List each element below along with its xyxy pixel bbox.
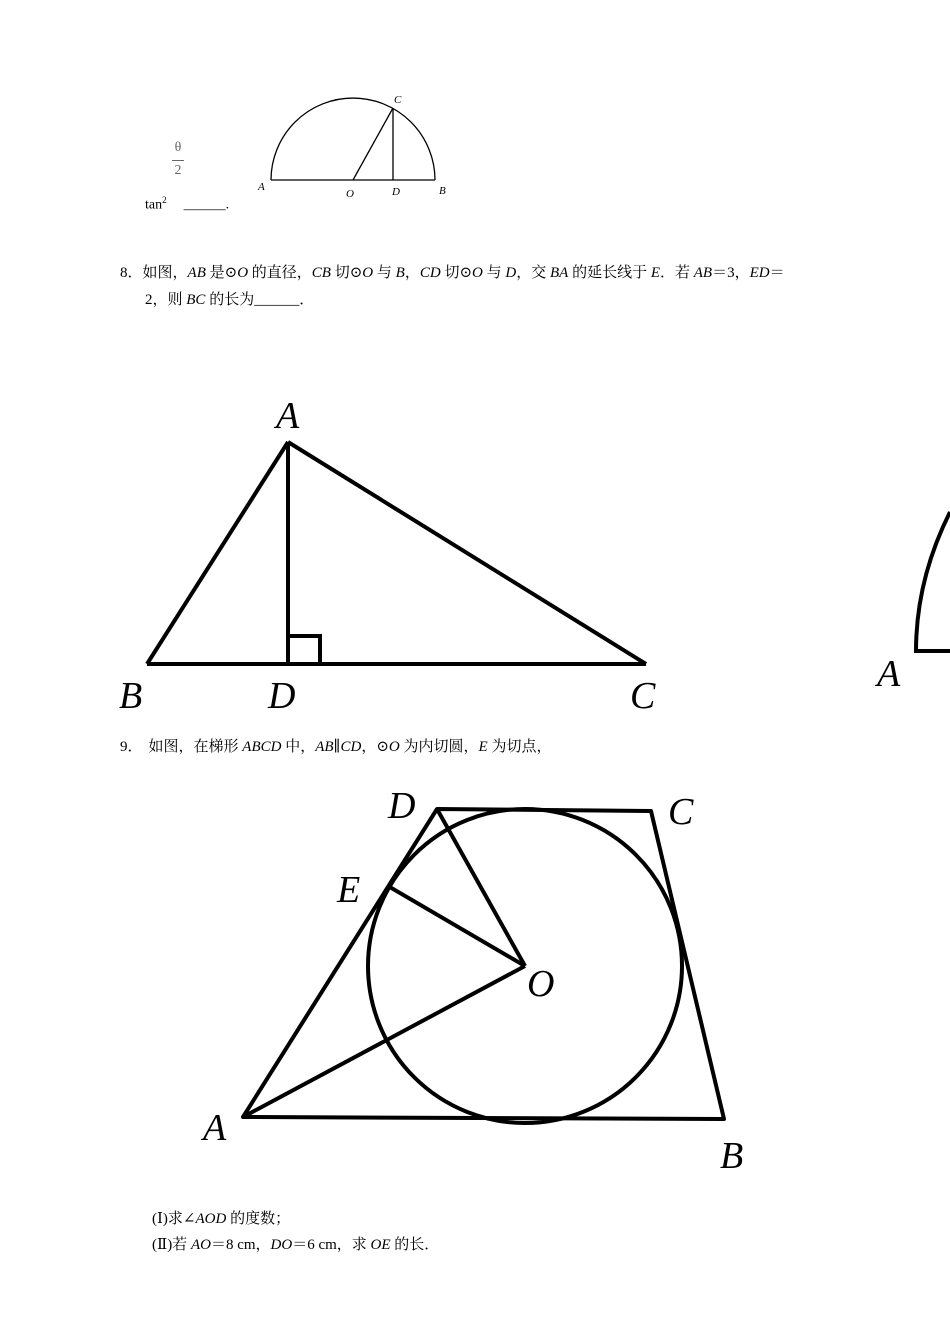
text-segment: CD: [340, 739, 362, 755]
text-segment: ，交: [516, 265, 550, 281]
q9-label-b: B: [720, 1135, 744, 1177]
q9-part2: [152, 1232, 439, 1258]
text-segment: 是⊙: [205, 265, 238, 281]
q8-label-a: A: [276, 395, 300, 437]
text-segment: ＝3，: [712, 265, 750, 281]
q9-label-d: D: [388, 785, 416, 827]
theta-denominator: 2: [174, 163, 182, 178]
text-segment: E: [478, 739, 488, 755]
text-segment: 的直径，: [248, 265, 312, 281]
text-segment: 如图，在梯形: [148, 739, 243, 755]
q7-label-o: O: [346, 188, 354, 200]
text-segment: 的延长线于: [568, 265, 651, 281]
text-segment: O: [237, 265, 249, 281]
text-segment: 如图，: [142, 265, 188, 281]
text-segment: AOD: [195, 1211, 227, 1227]
q7-label-a: A: [258, 181, 265, 193]
text-segment: 的度数；: [226, 1211, 291, 1227]
q8-label-b: B: [119, 675, 143, 717]
text-segment: 与: [373, 265, 396, 281]
text-segment: 的长为______．: [205, 292, 315, 308]
q8-number: 8．: [120, 265, 143, 281]
q9-label-o: O: [527, 963, 555, 1005]
q7-label-c: C: [394, 94, 402, 106]
q9-part2-text: [152, 1237, 439, 1253]
q8-label-d: D: [268, 675, 296, 717]
text-segment: BA: [549, 265, 569, 281]
text-segment: E: [650, 265, 660, 281]
text-segment: AB: [693, 265, 713, 281]
q9-number: 9．: [120, 739, 143, 755]
text-segment: ∥: [333, 739, 341, 755]
text-segment: O: [362, 265, 374, 281]
theta-numerator: θ: [174, 140, 182, 155]
text-segment: ，⊙: [361, 739, 389, 755]
text-segment: B: [395, 265, 405, 281]
text-segment: ＝6 cm，求: [292, 1237, 371, 1253]
text-segment: ，: [404, 265, 420, 281]
text-segment: ＝: [769, 265, 785, 281]
text-segment: 切⊙: [330, 265, 363, 281]
text-segment: AO: [190, 1237, 211, 1253]
text-segment: BC: [186, 292, 206, 308]
tan-exponent: 2: [162, 195, 167, 205]
trapezoid-abcd: [243, 809, 724, 1119]
text-segment: ＝8 cm，: [210, 1237, 271, 1253]
q9-label-c: C: [668, 791, 694, 833]
q7-answer-blank: ______.: [183, 197, 230, 213]
text-segment: (Ⅱ)若: [152, 1237, 191, 1253]
text-segment: 为内切圆，: [399, 739, 479, 755]
q9-part1-text: [152, 1211, 290, 1227]
text-segment: O: [388, 739, 400, 755]
text-segment: 中，: [281, 739, 316, 755]
text-segment: CB: [311, 265, 331, 281]
tan-label: tan: [145, 197, 163, 213]
text-segment: D: [505, 265, 517, 281]
text-segment: OE: [370, 1237, 391, 1253]
text-segment: AB: [187, 265, 206, 281]
text-segment: 与: [482, 265, 506, 281]
text-segment: 的长．: [390, 1237, 440, 1253]
text-segment: ABCD: [242, 739, 282, 755]
q9-label-a: A: [203, 1107, 227, 1149]
text-segment: 为切点，: [487, 739, 552, 755]
q7-label-b: B: [439, 185, 446, 197]
text-segment: O: [472, 265, 483, 281]
q9-label-e: E: [337, 869, 361, 911]
text-segment: ED: [749, 265, 770, 281]
text-segment: CD: [419, 265, 441, 281]
segment-ao: [243, 966, 525, 1117]
q9-part1: [152, 1206, 290, 1232]
q7-label-d: D: [392, 186, 400, 198]
text-segment: (Ⅰ)求∠: [152, 1211, 196, 1227]
text-segment: AB: [315, 739, 334, 755]
edge-label-a: A: [877, 653, 901, 695]
text-segment: 2，则: [145, 292, 187, 308]
text-segment: 切⊙: [440, 265, 473, 281]
text-segment: DO: [270, 1237, 293, 1253]
q8-label-c: C: [630, 675, 656, 717]
text-segment: ．若: [660, 265, 694, 281]
